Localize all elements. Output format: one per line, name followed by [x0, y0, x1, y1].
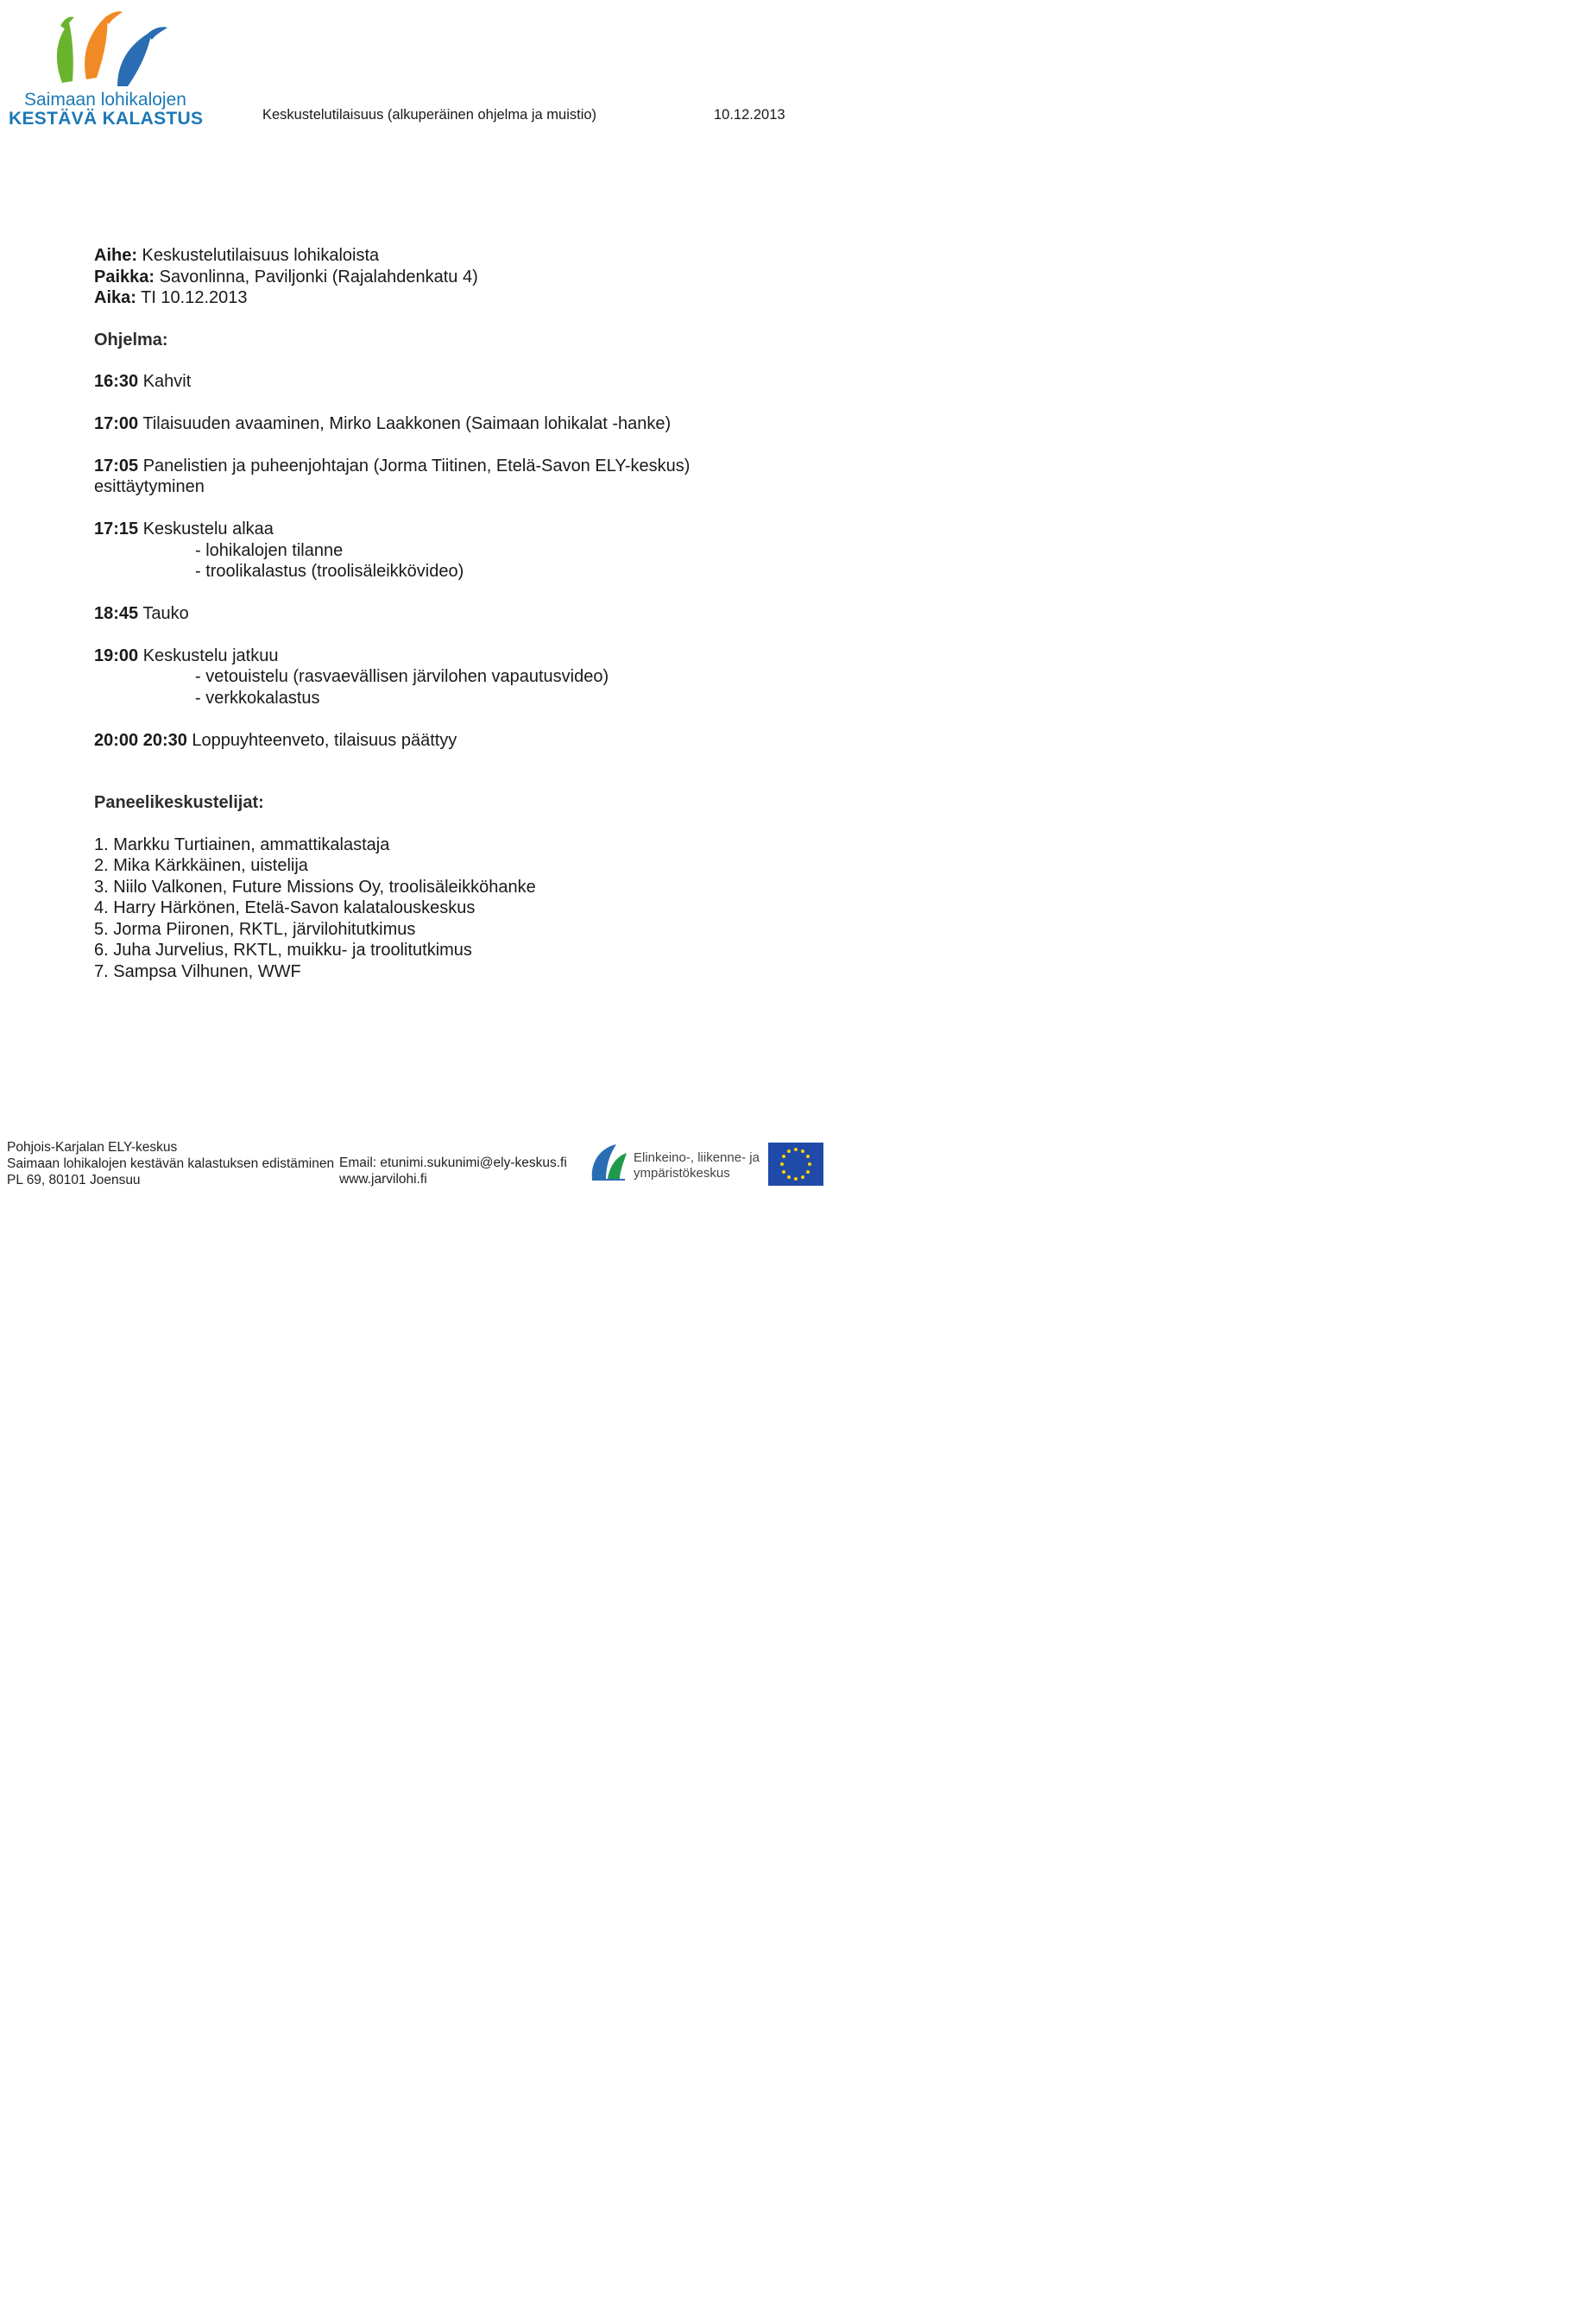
program-item: 17:15 Keskustelu alkaa [94, 520, 274, 538]
panel-member: 1. Markku Turtiainen, ammattikalastaja [94, 835, 390, 854]
program-item: 19:00 Keskustelu jatkuu [94, 646, 279, 665]
life-label: Life [1561, 2312, 1583, 2324]
program-subitem: - verkkokalastus [195, 689, 320, 708]
meta-place: Paikka: Savonlinna, Paviljonki (Rajalahdenkatu 4) [94, 268, 478, 287]
panel-member: 6. Juha Jurvelius, RKTL, muikku- ja troolitutkimus [94, 941, 472, 960]
program-item: 17:00 Tilaisuuden avaaminen, Mirko Laakkonen (Saimaan lohikalat -hanke) [94, 414, 672, 433]
meta-time: Aika: TI 10.12.2013 [94, 288, 248, 307]
panel-member: 4. Harry Härkönen, Etelä-Savon kalatalouskeskus [94, 898, 476, 917]
logo-line1: Saimaan lohikalojen [24, 90, 186, 110]
panel-heading: Paneelikeskustelijat: [94, 793, 264, 812]
program-heading: Ohjelma: [94, 331, 168, 350]
footer-org: Pohjois-Karjalan ELY-keskus [7, 1140, 178, 1155]
program-item: 18:45 Tauko [94, 604, 189, 623]
panel-member: 7. Sampsa Vilhunen, WWF [94, 962, 301, 981]
program-subitem: - vetouistelu (rasvaevällisen järvilohen vapautusvideo) [195, 667, 609, 686]
footer-email: Email: etunimi.sukunimi@ely-keskus.fi [339, 1156, 567, 1170]
program-item-continuation: esittäytyminen [94, 477, 205, 496]
eu-life-logo-icon [768, 1143, 1583, 2324]
panel-member: 5. Jorma Piironen, RKTL, järvilohitutkimus [94, 920, 416, 939]
footer-contact [339, 1155, 567, 1187]
ely-centre-name: Elinkeino-, liikenne- ja ympäristökeskus [634, 1150, 760, 1181]
program-item: 20:00 20:30 Loppuyhteenveto, tilaisuus päättyy [94, 731, 457, 750]
panel-member: 2. Mika Kärkkäinen, uistelija [94, 856, 308, 875]
program-subitem: - troolikalastus (troolisäleikkövideo) [195, 562, 464, 581]
program-item: 17:05 Panelistien ja puheenjohtajan (Jorma Tiitinen, Etelä-Savon ELY-keskus) [94, 457, 691, 476]
footer-project: Saimaan lohikalojen kestävän kalastuksen edistäminen [7, 1156, 335, 1171]
footer-address [7, 1139, 334, 1188]
fish-logo-icon [43, 7, 173, 88]
project-logo [5, 7, 204, 128]
program-item: 16:30 Kahvit [94, 372, 192, 391]
meta-topic: Aihe: Keskustelutilaisuus lohikaloista [94, 246, 380, 265]
document-header-date: 10.12.2013 [714, 107, 785, 123]
ely-centre-logo-icon [587, 1141, 630, 1184]
panel-member: 3. Niilo Valkonen, Future Missions Oy, troolisäleikköhanke [94, 878, 536, 897]
program-subitem: - lohikalojen tilanne [195, 541, 344, 560]
footer-po-box: PL 69, 80101 Joensuu [7, 1173, 141, 1187]
footer-website: www.jarvilohi.fi [339, 1172, 427, 1187]
logo-line2: KESTÄVÄ KALASTUS [9, 109, 204, 129]
document-header-title: Keskustelutilaisuus (alkuperäinen ohjelma ja muistio) [262, 107, 597, 123]
